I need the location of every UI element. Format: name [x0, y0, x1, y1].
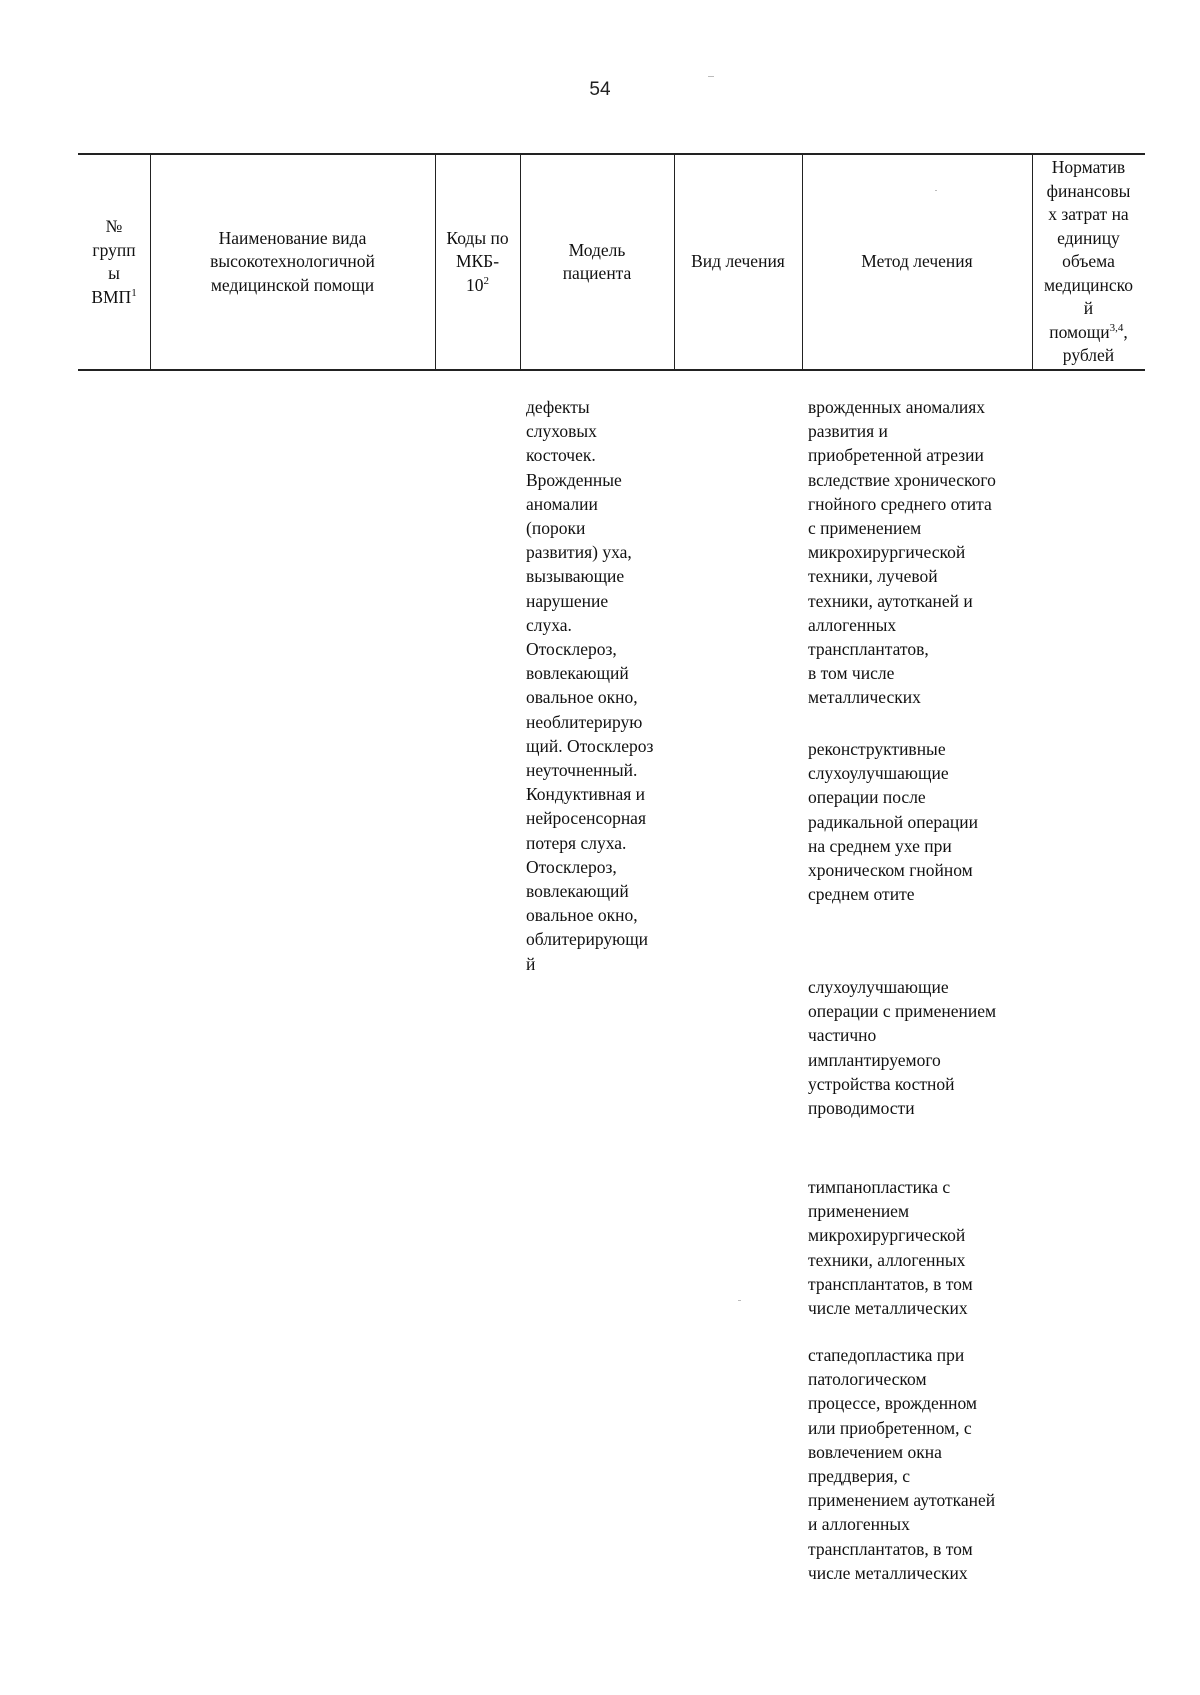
treatment-method-item: слухоулучшающие операции с применением частично имплантируемого устройства костной проводимости — [808, 977, 997, 1119]
footnote-marker: 1 — [131, 286, 137, 299]
treatment-method-item: реконструктивные слухоулучшающие операции после радикальной операции на среднем ухе при хроническом гнойном среднем отите — [808, 739, 979, 905]
header-care-type-name-text: Наименование вида высокотехнологичной медицинской помощи — [210, 227, 375, 295]
header-icd-codes — [435, 155, 520, 369]
treatment-method-item: тимпанопластика с применением микрохирургической техники, аллогенных трансплантатов, в том числе металлических — [808, 1177, 973, 1319]
header-treatment-method — [802, 155, 1032, 369]
header-cost-standard-unit: , рублей — [1062, 321, 1128, 366]
header-icd-codes-text: Коды по МКБ- 10 — [446, 227, 509, 295]
footnote-marker: 3,4 — [1109, 321, 1124, 334]
page-number: 54 — [589, 79, 611, 100]
scan-speck — [738, 1300, 741, 1301]
header-cost-standard — [1032, 155, 1145, 369]
header-group-number-text: № групп ы ВМП — [91, 216, 136, 307]
header-patient-model-text: Модель пациента — [562, 239, 632, 283]
treatment-method-item: стапедопластика при патологическом процессе, врожденном или приобретенном, с вовлечением окна преддверия, с применением аутотканей и аллогенных трансплантатов, в том числе металлических — [808, 1345, 996, 1583]
header-patient-model — [520, 155, 674, 369]
table-header — [78, 153, 1145, 371]
treatment-method-item: врожденных аномалиях развития и приобретенной атрезии вследствие хронического гнойного среднего отита с применением микрохирургической техники, лучевой техники, аутотканей и аллогенных трансплантатов, в том числе металлических — [808, 397, 996, 708]
header-cost-standard-text: Норматив финансовы х затрат на единицу объема медицинско й помощи — [1043, 157, 1134, 342]
header-group-number — [78, 155, 150, 369]
scan-speck — [708, 76, 714, 77]
footnote-marker: 2 — [483, 274, 489, 287]
header-care-type-name — [150, 155, 435, 369]
patient-model-cell: дефекты слуховых косточек. Врожденные аномалии (пороки развития) уха, вызывающие нарушение слуха. Отосклероз, вовлекающий овальное окно, необлитерирую щий. Отосклероз неуточненный. Кондуктивная и нейросенсорная потеря слуха. Отосклероз, вовлекающий овальное окно, облитерирующи й — [526, 397, 654, 974]
scan-speck — [935, 190, 937, 191]
header-treatment-method-text: Метод лечения — [861, 251, 973, 272]
header-treatment-type-text: Вид лечения — [691, 251, 785, 272]
header-treatment-type — [674, 155, 802, 369]
